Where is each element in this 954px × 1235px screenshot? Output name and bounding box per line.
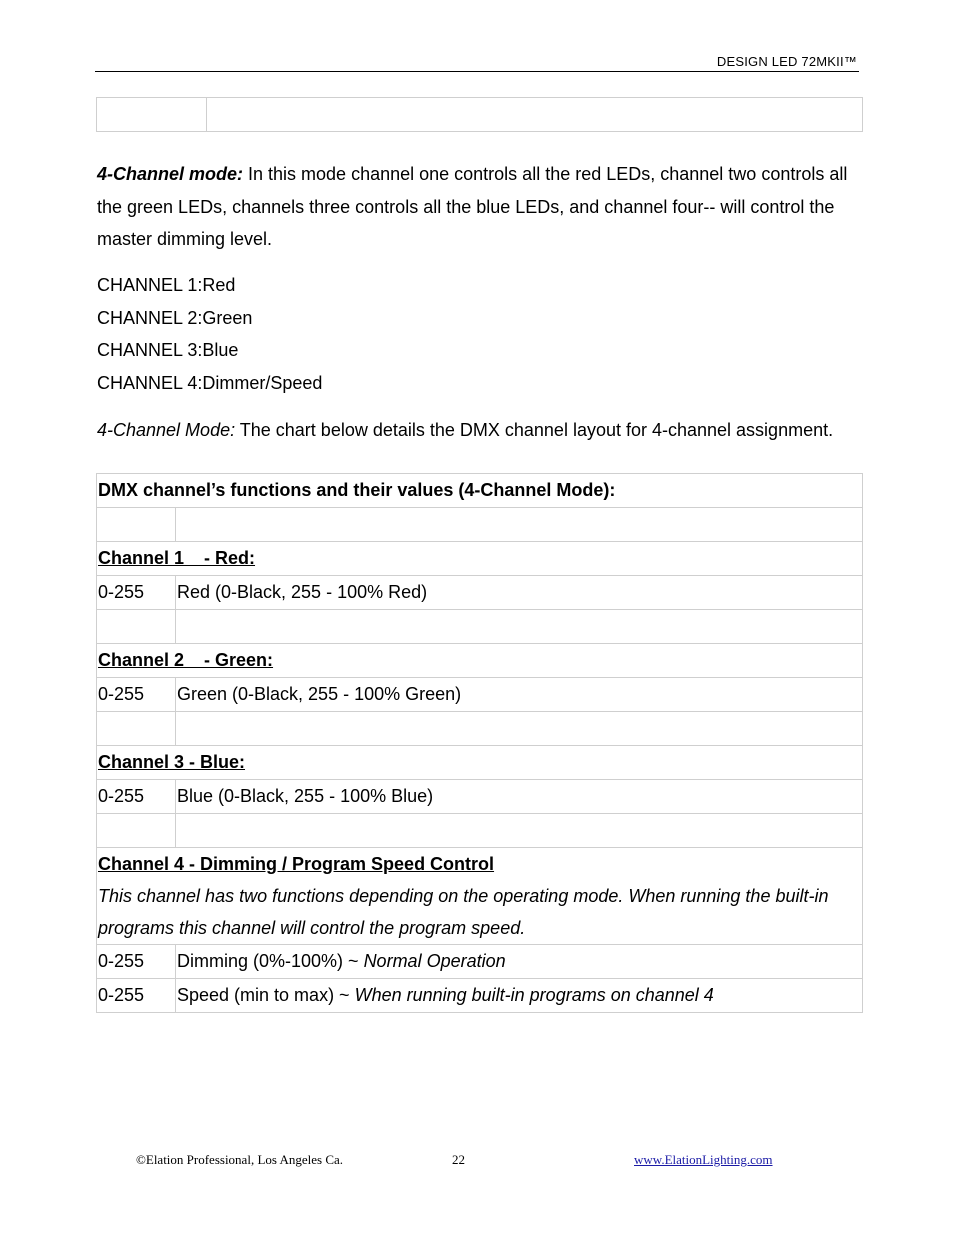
channel-list bbox=[97, 269, 322, 399]
table-row bbox=[97, 814, 863, 848]
channel-1-heading: Channel 1 - Red: bbox=[98, 548, 256, 568]
empty-cell bbox=[176, 610, 863, 644]
channel-3-heading: Channel 3 - Blue: bbox=[98, 752, 246, 772]
table-title: DMX channel’s functions and their values (4-Channel Mode): bbox=[97, 474, 863, 508]
intro-paragraph bbox=[97, 158, 863, 256]
channel-4-desc-text: Dimming (0%-100%) ~ bbox=[177, 951, 364, 971]
table-row bbox=[97, 678, 863, 712]
empty-table bbox=[96, 97, 863, 132]
document-header-title: DESIGN LED 72MKII™ bbox=[716, 54, 857, 69]
channel-2-heading: Channel 2 - Green: bbox=[98, 650, 274, 670]
chart-note-paragraph bbox=[97, 414, 833, 446]
header-divider bbox=[95, 71, 859, 72]
chart-note-text: The chart below details the DMX channel layout for 4-channel assignment. bbox=[235, 420, 834, 440]
channel-4-value: 0-255 bbox=[97, 945, 176, 979]
channel-2-heading-cell bbox=[97, 644, 863, 678]
footer-page-number: 22 bbox=[452, 1152, 465, 1167]
channel-4-desc-italic: Normal Operation bbox=[363, 951, 506, 971]
channel-4-heading-cell bbox=[97, 848, 863, 945]
table-row bbox=[97, 610, 863, 644]
empty-cell bbox=[97, 814, 176, 848]
empty-cell bbox=[176, 508, 863, 542]
channel-3-heading-cell bbox=[97, 746, 863, 780]
channel-1-description: Red (0-Black, 255 - 100% Red) bbox=[176, 576, 863, 610]
channel-1-heading-cell bbox=[97, 542, 863, 576]
channel-list-item: CHANNEL 4:Dimmer/Speed bbox=[97, 372, 323, 393]
table-row bbox=[97, 644, 863, 678]
channel-4-heading: Channel 4 - Dimming / Program Speed Control bbox=[98, 854, 495, 874]
channel-2-value: 0-255 bbox=[97, 678, 176, 712]
intro-lead: 4-Channel mode: bbox=[97, 164, 244, 184]
channel-4-description bbox=[176, 945, 863, 979]
channel-3-value: 0-255 bbox=[97, 780, 176, 814]
channel-3-description: Blue (0-Black, 255 - 100% Blue) bbox=[176, 780, 863, 814]
channel-4-note: This channel has two functions depending on the operating mode. When running the built-in programs this channel will control the program speed. bbox=[98, 886, 829, 938]
table-row bbox=[97, 780, 863, 814]
channel-list-item: CHANNEL 3:Blue bbox=[97, 340, 239, 360]
empty-cell bbox=[97, 712, 176, 746]
table-row bbox=[97, 508, 863, 542]
dmx-channel-table bbox=[96, 473, 863, 1013]
table-row bbox=[97, 945, 863, 979]
channel-4-value: 0-255 bbox=[97, 979, 176, 1013]
table-row bbox=[97, 542, 863, 576]
intro-text: In this mode channel one controls all the red LEDs, channel two controls all the green LEDs, channels three controls all the blue LEDs, and channel four-- will control the master dimming level. bbox=[97, 164, 848, 249]
footer-copyright: ©Elation Professional, Los Angeles Ca. bbox=[136, 1152, 344, 1167]
table-row bbox=[97, 474, 863, 508]
table-row bbox=[97, 576, 863, 610]
channel-2-description: Green (0-Black, 255 - 100% Green) bbox=[176, 678, 863, 712]
channel-list-item: CHANNEL 2:Green bbox=[97, 307, 253, 328]
empty-cell bbox=[176, 712, 863, 746]
empty-cell bbox=[97, 508, 176, 542]
table-row bbox=[97, 712, 863, 746]
channel-4-desc-text: Speed (min to max) ~ bbox=[177, 985, 355, 1005]
table-row bbox=[97, 746, 863, 780]
table-row bbox=[97, 979, 863, 1013]
empty-cell bbox=[97, 98, 207, 132]
empty-cell bbox=[176, 814, 863, 848]
channel-list-item: CHANNEL 1:Red bbox=[97, 275, 236, 295]
empty-cell bbox=[207, 98, 863, 132]
footer-website-link[interactable]: www.ElationLighting.com bbox=[634, 1152, 773, 1167]
chart-note-lead: 4-Channel Mode: bbox=[97, 420, 236, 440]
empty-cell bbox=[97, 610, 176, 644]
table-row bbox=[97, 848, 863, 945]
channel-1-value: 0-255 bbox=[97, 576, 176, 610]
channel-4-desc-italic: When running built-in programs on channel 4 bbox=[354, 985, 714, 1005]
channel-4-description bbox=[176, 979, 863, 1013]
